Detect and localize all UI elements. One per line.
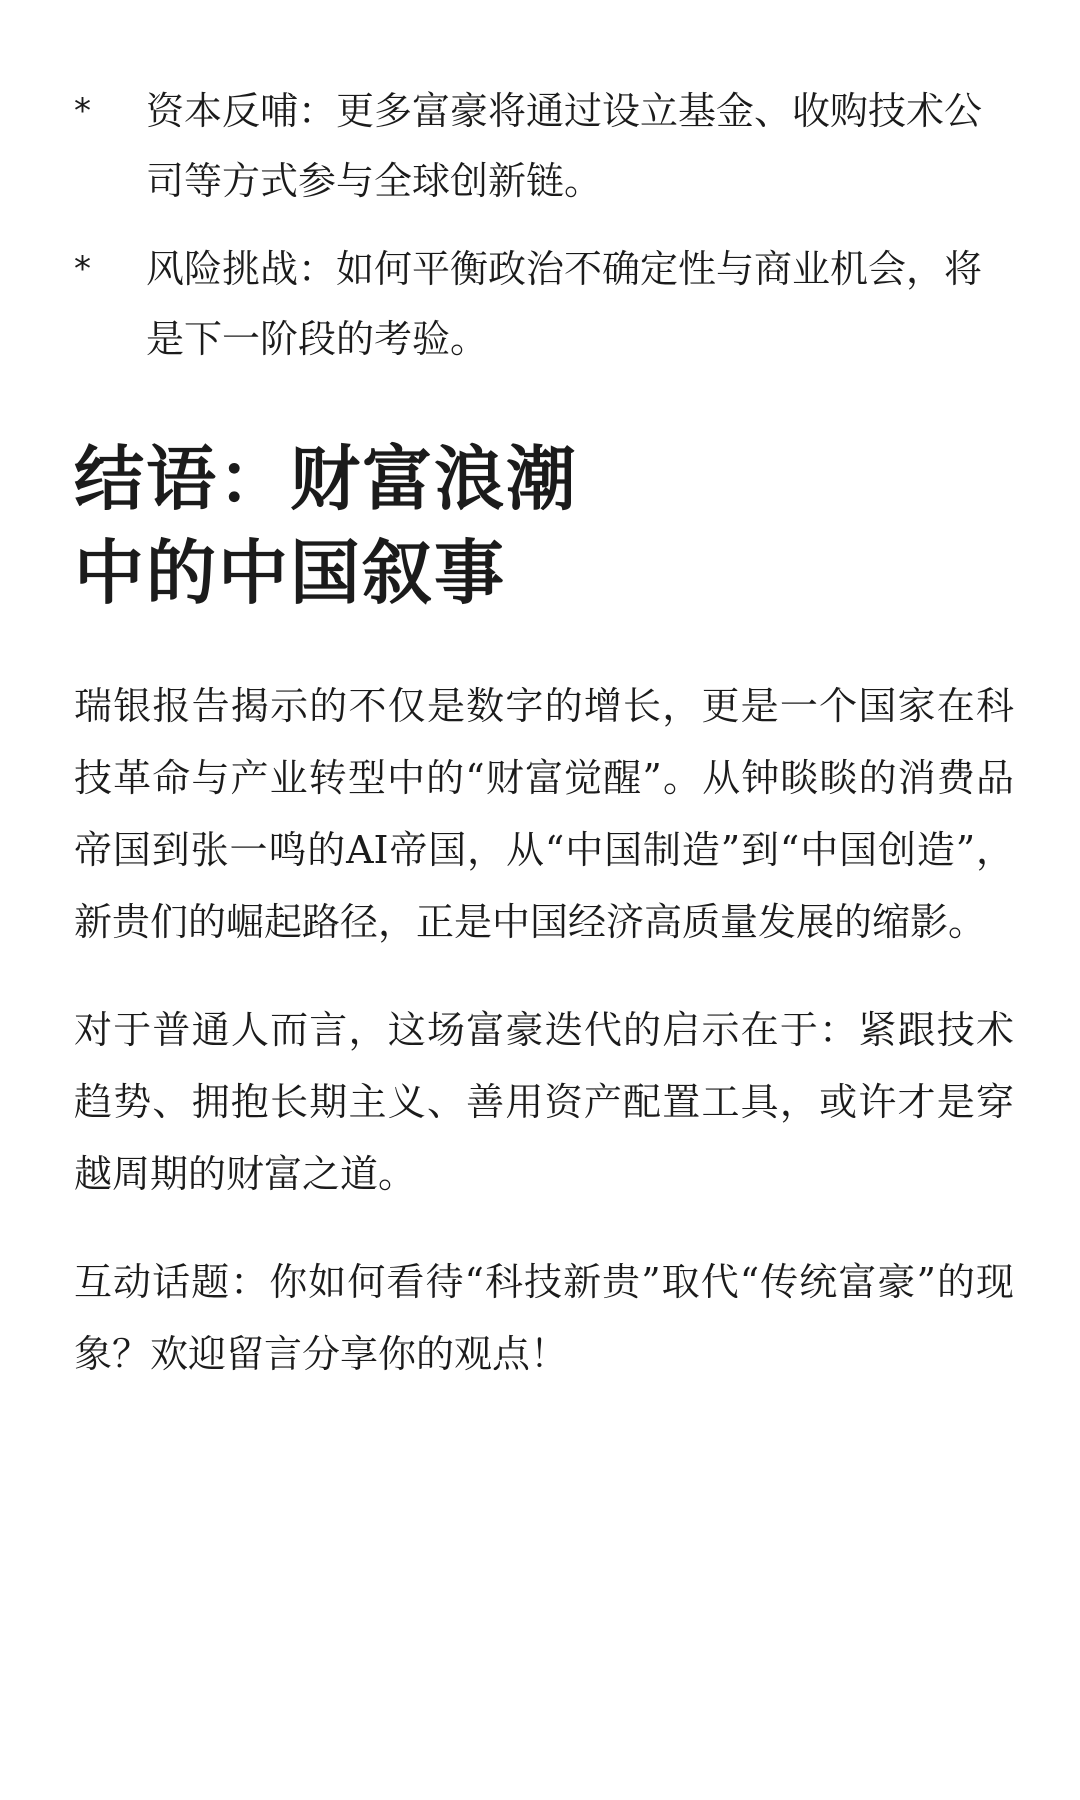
- list-item-risk: [74, 234, 1014, 374]
- section-heading-line-1: 结语：财富浪潮: [74, 438, 578, 520]
- section-heading-line-2: 中的中国叙事: [74, 532, 506, 614]
- asterisk-bullet-icon: *: [74, 249, 91, 289]
- paragraph-conclusion: 瑞银报告揭示的不仅是数字的增长，更是一个国家在科技革命与产业转型中的“财富觉醒”。从钟睒睒的消费品帝国到张一鸣的AI帝国，从“中国制造”到“中国创造”，新贵们的崛起路径，正是中国经济高质量发展的缩影。: [74, 684, 1014, 944]
- asterisk-bullet-icon: *: [74, 91, 91, 131]
- bullet-list: [74, 76, 1014, 374]
- section-heading: [74, 432, 1014, 620]
- article-body: [74, 76, 1014, 1426]
- bullet-text: 风险挑战：如何平衡政治不确定性与商业机会，将是下一阶段的考验。: [146, 247, 983, 361]
- paragraph-interactive-topic: 互动话题：你如何看待“科技新贵”取代“传统富豪”的现象？欢迎留言分享你的观点！: [74, 1260, 1014, 1376]
- paragraph-takeaway: 对于普通人而言，这场富豪迭代的启示在于：紧跟技术趋势、拥抱长期主义、善用资产配置工具，或许才是穿越周期的财富之道。: [74, 1008, 1014, 1196]
- bullet-text: 资本反哺：更多富豪将通过设立基金、收购技术公司等方式参与全球创新链。: [146, 89, 983, 203]
- list-item-capital: [74, 76, 1014, 216]
